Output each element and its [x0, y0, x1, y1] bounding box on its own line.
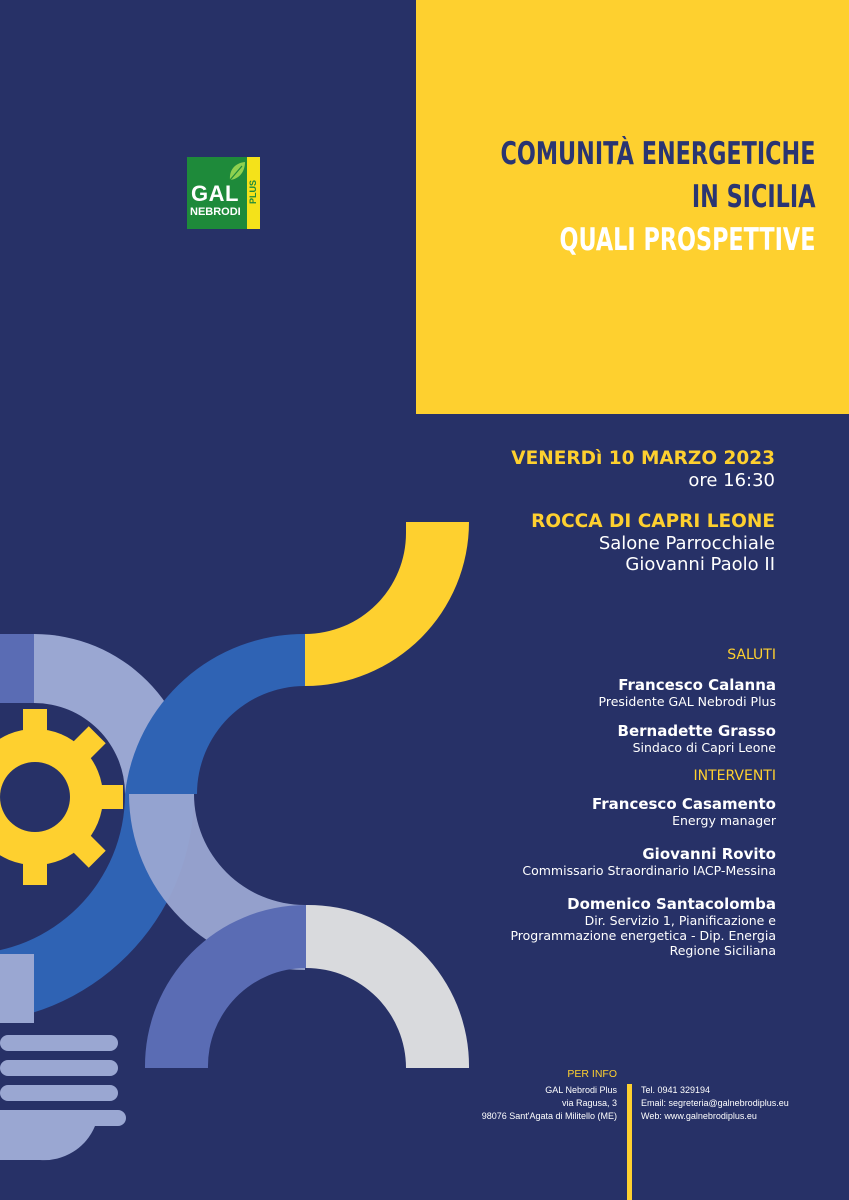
interventi-heading: INTERVENTI: [693, 768, 776, 784]
info-contacts: [641, 1084, 789, 1123]
info-address: [482, 1084, 617, 1123]
speaker-name: Francesco Casamento: [591, 795, 776, 813]
speaker: [356, 795, 776, 828]
speaker-name: Francesco Calanna: [618, 676, 776, 694]
lower-arc-left: [145, 905, 306, 1068]
event-venue: ROCCA DI CAPRI LEONE: [531, 511, 775, 532]
speaker: [356, 722, 776, 755]
speaker-role-line: Programmazione energetica - Dip. Energia: [510, 928, 776, 943]
logo-plus: PLUS: [248, 180, 258, 205]
program: [356, 646, 776, 958]
event-details: [511, 448, 775, 575]
event-date: VENERDì 10 MARZO 2023: [511, 448, 775, 469]
venue-line-2: Giovanni Paolo II: [625, 554, 775, 575]
speaker-role: Presidente GAL Nebrodi Plus: [598, 694, 776, 709]
contact-info: [0, 1068, 849, 1200]
info-heading: PER INFO: [567, 1068, 617, 1080]
speaker-role-line: Dir. Servizio 1, Pianificazione e: [584, 913, 776, 928]
gal-logo: [187, 157, 260, 229]
venue-line-1: Salone Parrocchiale: [598, 533, 775, 554]
address-line: via Ragusa, 3: [561, 1098, 617, 1108]
contact-email[interactable]: Email: segreteria@galnebrodiplus.eu: [641, 1098, 789, 1108]
info-divider: [627, 1084, 632, 1200]
address-line: 98076 Sant'Agata di Militello (ME): [481, 1111, 617, 1121]
speaker-role-line: Regione Siciliana: [669, 943, 776, 958]
speaker-role: Energy manager: [672, 813, 776, 828]
title-line-3: QUALI PROSPETTIVE: [559, 222, 815, 258]
bulb-lower-left-block: [0, 954, 34, 1023]
address-line: GAL Nebrodi Plus: [545, 1085, 617, 1095]
logo-nebrodi: NEBRODI: [190, 206, 241, 218]
poster-title: [500, 133, 815, 262]
speaker-name: Bernadette Grasso: [617, 722, 776, 740]
title-line-2: IN SICILIA: [691, 179, 815, 215]
contact-web[interactable]: Web: www.galnebrodiplus.eu: [641, 1111, 757, 1121]
leaf-icon: [227, 160, 247, 182]
bulb-top-left-block: [0, 634, 34, 703]
logo-gal: GAL: [191, 181, 239, 206]
speaker-name: Giovanni Rovito: [642, 845, 776, 863]
saluti-heading: SALUTI: [727, 647, 776, 663]
title-line-1: COMUNITÀ ENERGETICHE: [500, 136, 815, 172]
event-time: ore 16:30: [688, 470, 775, 491]
speaker: [356, 895, 776, 958]
speaker: [356, 845, 776, 878]
contact-phone: Tel. 0941 329194: [641, 1085, 711, 1095]
speaker-role: Commissario Straordinario IACP-Messina: [522, 863, 776, 878]
speaker-role: Sindaco di Capri Leone: [632, 740, 776, 755]
speaker-name: Domenico Santacolomba: [567, 895, 776, 913]
speaker: [356, 676, 776, 709]
